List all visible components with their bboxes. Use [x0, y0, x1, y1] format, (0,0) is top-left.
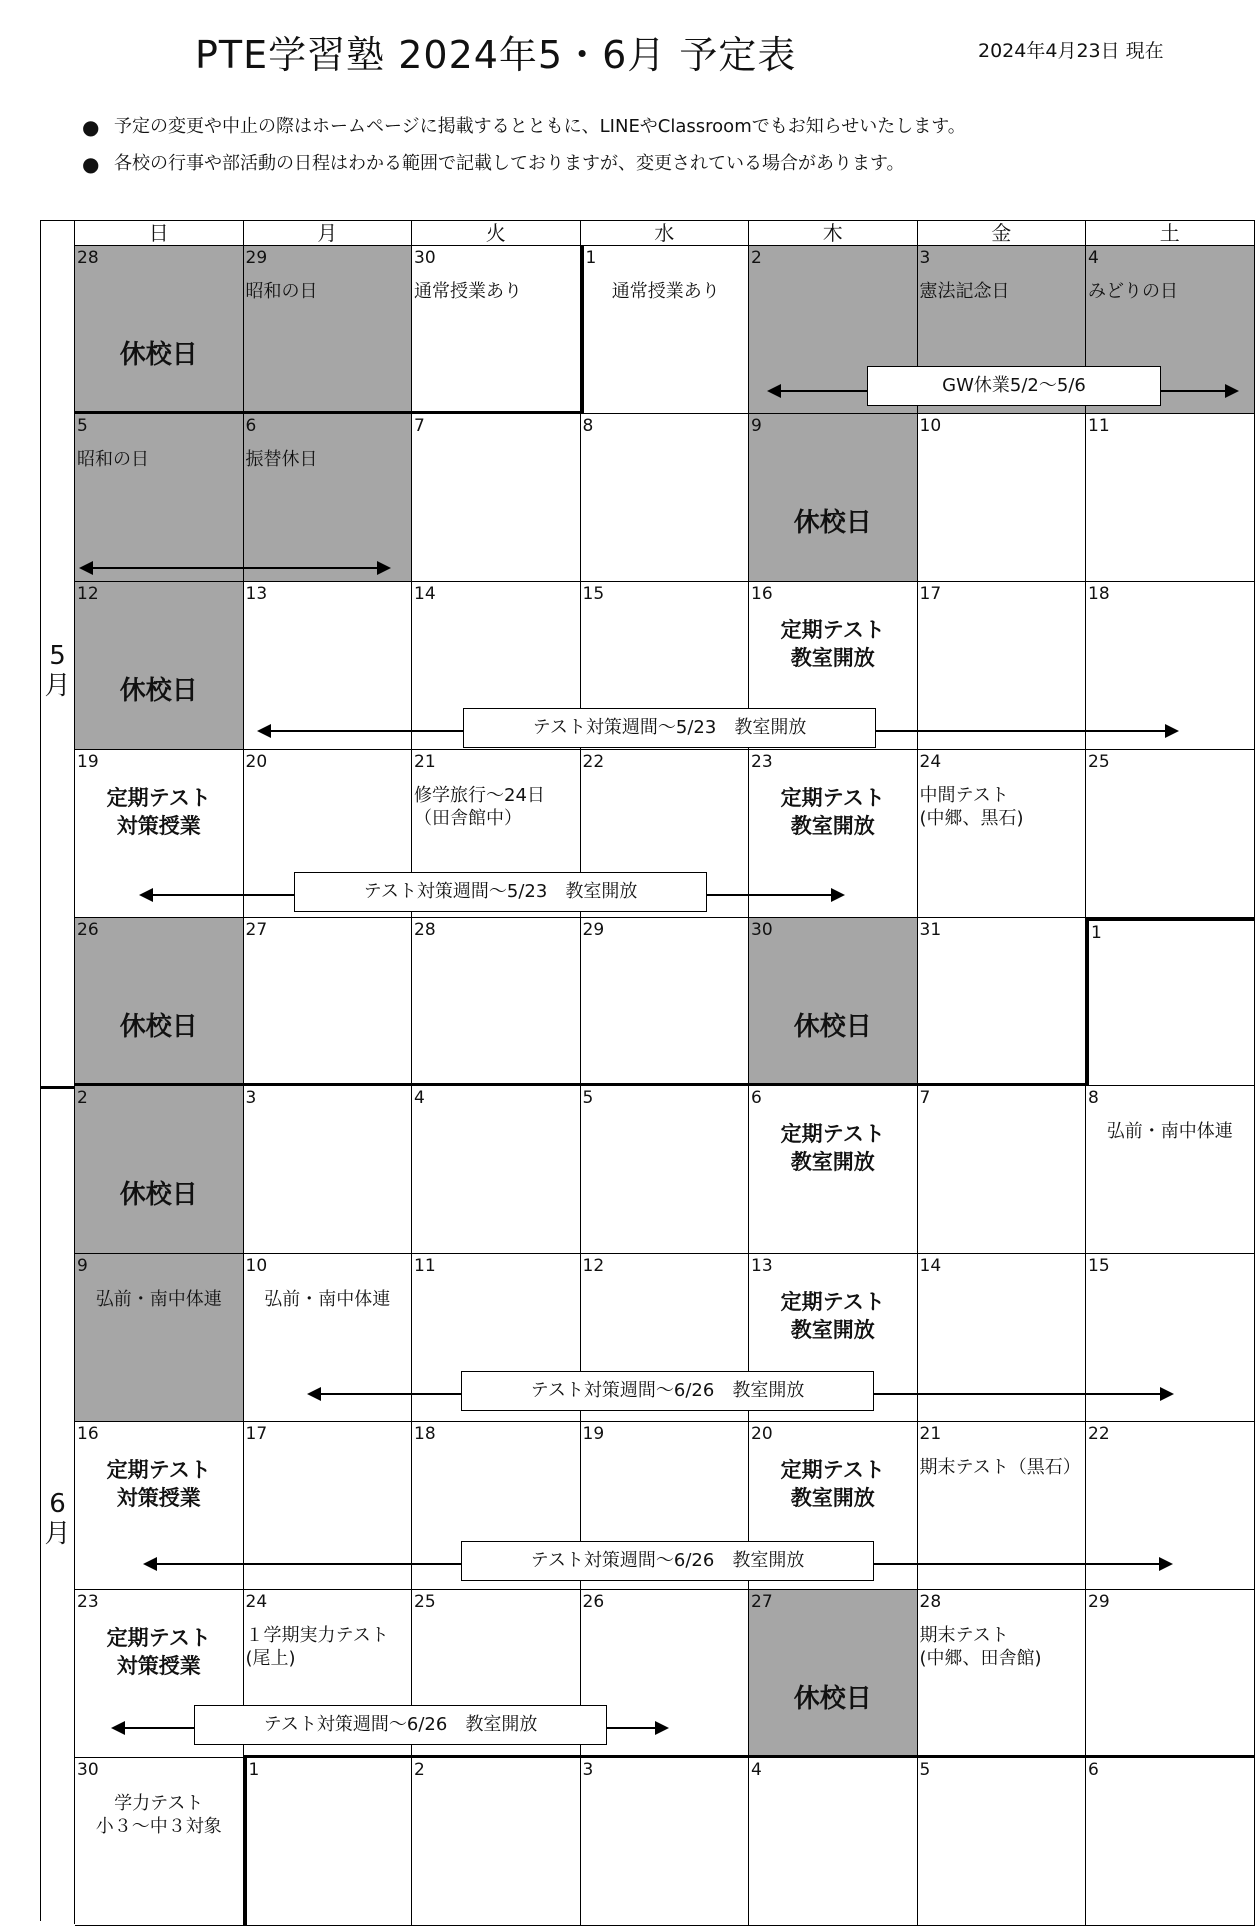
day-number: 29 [245, 248, 268, 268]
day-cell [749, 1758, 918, 1926]
event-note: みどりの日 [1088, 281, 1178, 302]
event-label: 定期テスト 対策授業 [106, 1626, 211, 1678]
day-number: 28 [77, 248, 99, 268]
day-number: 21 [919, 1424, 942, 1444]
arrow-left-icon [111, 1721, 125, 1735]
day-number: 13 [245, 584, 268, 604]
event-note: 通常授業あり [611, 281, 720, 302]
day-cell [412, 246, 581, 414]
closed-day-label: 休校日 [793, 1684, 872, 1714]
arrow-left-icon [767, 384, 781, 398]
event-label: 定期テスト 対策授業 [106, 1458, 211, 1510]
day-number: 17 [245, 1424, 268, 1444]
bullet-icon: ● [82, 152, 100, 176]
event-note: １学期実力テスト (尾上) [245, 1625, 389, 1669]
day-number: 14 [414, 584, 436, 604]
day-cell [1086, 1590, 1255, 1758]
gw-banner: GW休業5/2～5/6 [867, 366, 1161, 406]
day-cell [244, 246, 413, 414]
arrow-left-icon [143, 1557, 157, 1571]
day-number: 3 [919, 248, 931, 268]
day-number: 8 [1088, 1088, 1099, 1108]
day-number: 20 [245, 752, 268, 772]
day-number: 24 [919, 752, 942, 772]
day-number: 20 [751, 1424, 773, 1444]
day-number: 14 [919, 1256, 942, 1276]
day-number: 15 [1088, 1256, 1110, 1276]
day-number: 3 [245, 1088, 257, 1108]
day-number: 30 [751, 920, 773, 940]
arrow-left-icon [139, 888, 153, 902]
day-number: 1 [585, 248, 597, 268]
arrow-right-icon [377, 561, 391, 575]
event-note: 憲法記念日 [919, 281, 1010, 302]
day-number: 7 [919, 1088, 931, 1108]
day-number: 2 [414, 1760, 425, 1780]
arrow-right-icon [1159, 1557, 1173, 1571]
day-cell [75, 1758, 244, 1926]
day-cell [75, 414, 244, 582]
day-number: 10 [919, 416, 942, 436]
test-week-banner: テスト対策週間～5/23 教室開放 [463, 708, 876, 748]
day-cell [918, 750, 1087, 918]
closed-day-label: 休校日 [119, 676, 198, 706]
day-cell [1086, 1758, 1255, 1926]
event-note: 修学旅行～24日 （田舎館中） [414, 785, 545, 829]
day-number: 29 [582, 920, 605, 940]
month-column-june [41, 1086, 75, 1924]
weekday-header: 月 [244, 221, 413, 246]
day-number: 12 [77, 584, 99, 604]
day-cell [412, 414, 581, 582]
day-number: 19 [582, 1424, 605, 1444]
day-number: 9 [77, 1256, 88, 1276]
event-label: 定期テスト 教室開放 [780, 1122, 885, 1174]
event-label: 定期テスト 教室開放 [780, 786, 885, 838]
event-note: 弘前・南中体連 [264, 1289, 391, 1310]
day-number: 6 [751, 1088, 762, 1108]
day-cell [1086, 918, 1255, 1086]
arrow-right-icon [1160, 1387, 1174, 1401]
day-number: 3 [582, 1760, 594, 1780]
day-cell [581, 414, 750, 582]
notes [82, 112, 966, 186]
day-cell [75, 750, 244, 918]
day-number: 9 [751, 416, 762, 436]
day-cell [75, 918, 244, 1086]
note-item [82, 112, 966, 149]
day-cell [244, 918, 413, 1086]
day-number: 23 [77, 1592, 99, 1612]
arrow-right-icon [655, 1721, 669, 1735]
day-cell [75, 1086, 244, 1254]
day-number: 26 [582, 1592, 605, 1612]
day-number: 6 [1088, 1760, 1099, 1780]
day-number: 13 [751, 1256, 773, 1276]
event-note: 弘前・南中体連 [1106, 1121, 1233, 1142]
day-number: 26 [77, 920, 99, 940]
day-number: 4 [751, 1760, 762, 1780]
note-text: 各校の行事や部活動の日程はわかる範囲で記載しておりますが、変更されている場合があります。 [114, 153, 905, 174]
day-number: 22 [582, 752, 605, 772]
day-cell [1086, 750, 1255, 918]
closed-day-label: 休校日 [119, 1180, 198, 1210]
event-note: 中間テスト (中郷、黒石) [919, 785, 1024, 829]
day-cell [581, 1086, 750, 1254]
day-cell [412, 1086, 581, 1254]
day-number: 5 [77, 416, 88, 436]
day-number: 15 [582, 584, 605, 604]
note-item [82, 149, 966, 186]
event-label: 定期テスト 対策授業 [106, 786, 211, 838]
weekday-header: 水 [581, 221, 750, 246]
event-note: 昭和の日 [245, 281, 318, 302]
page-title: PTE学習塾 2024年5・6月 予定表 [195, 33, 797, 77]
weekday-header: 木 [749, 221, 918, 246]
day-number: 30 [77, 1760, 99, 1780]
day-cell [75, 246, 244, 414]
day-number: 21 [414, 752, 436, 772]
day-cell [1086, 414, 1255, 582]
weekday-header: 日 [75, 221, 244, 246]
day-cell [918, 1590, 1087, 1758]
event-note: 期末テスト（黒石） [919, 1457, 1081, 1478]
arrow-right-icon [1165, 724, 1179, 738]
day-cell [244, 1758, 413, 1926]
day-cell [75, 1254, 244, 1422]
test-week-banner: テスト対策週間～6/26 教室開放 [461, 1371, 874, 1411]
day-cell [412, 918, 581, 1086]
day-cell [244, 1254, 413, 1422]
day-number: 28 [919, 1592, 942, 1612]
day-number: 6 [245, 416, 257, 436]
day-number: 8 [582, 416, 594, 436]
day-cell [749, 1086, 918, 1254]
closed-day-label: 休校日 [119, 340, 198, 370]
day-number: 4 [1088, 248, 1099, 268]
day-number: 11 [1088, 416, 1110, 436]
event-note: 通常授業あり [414, 281, 522, 302]
day-cell [1086, 1086, 1255, 1254]
month-label-may: 5月 [44, 641, 71, 701]
event-label: 定期テスト 教室開放 [780, 1458, 885, 1510]
month-column-may [41, 221, 75, 1086]
day-cell [918, 414, 1087, 582]
bullet-icon: ● [82, 115, 100, 139]
event-note: 学力テスト 小３～中３対象 [95, 1793, 222, 1837]
day-number: 30 [414, 248, 436, 268]
event-label: 定期テスト 教室開放 [780, 618, 885, 670]
arrow-left-icon [79, 561, 93, 575]
day-cell [581, 1758, 750, 1926]
as-of-date: 2024年4月23日 現在 [978, 40, 1164, 62]
closed-day-label: 休校日 [793, 1012, 872, 1042]
arrow-left-icon [257, 724, 271, 738]
day-number: 28 [414, 920, 436, 940]
day-cell [749, 414, 918, 582]
day-number: 31 [919, 920, 942, 940]
day-number: 10 [245, 1256, 268, 1276]
day-number: 2 [751, 248, 762, 268]
day-cell [581, 918, 750, 1086]
day-number: 19 [77, 752, 99, 772]
day-number: 1 [1091, 923, 1102, 943]
day-number: 22 [1088, 1424, 1110, 1444]
holiday-arrow [81, 567, 389, 569]
closed-day-label: 休校日 [119, 1012, 198, 1042]
day-number: 18 [414, 1424, 436, 1444]
day-number: 25 [1088, 752, 1110, 772]
day-cell [244, 414, 413, 582]
day-number: 7 [414, 416, 425, 436]
day-number: 25 [414, 1592, 436, 1612]
event-label: 定期テスト 教室開放 [780, 1290, 885, 1342]
day-cell [918, 582, 1087, 750]
day-number: 24 [245, 1592, 268, 1612]
day-number: 23 [751, 752, 773, 772]
arrow-left-icon [307, 1387, 321, 1401]
day-number: 11 [414, 1256, 436, 1276]
day-number: 27 [245, 920, 268, 940]
arrow-right-icon [1225, 384, 1239, 398]
day-number: 18 [1088, 584, 1110, 604]
note-text: 予定の変更や中止の際はホームページに掲載するとともに、LINEやClassroomでもお知らせいたします。 [114, 116, 966, 137]
day-cell [918, 1086, 1087, 1254]
test-week-banner: テスト対策週間～6/26 教室開放 [461, 1541, 874, 1581]
calendar-grid [40, 220, 1255, 1921]
day-cell [412, 1758, 581, 1926]
weekday-header: 金 [918, 221, 1087, 246]
day-number: 5 [582, 1088, 594, 1108]
day-number: 1 [248, 1760, 260, 1780]
weekday-header: 土 [1086, 221, 1255, 246]
day-number: 5 [919, 1760, 931, 1780]
day-cell [244, 1086, 413, 1254]
day-cell [918, 1254, 1087, 1422]
day-number: 27 [751, 1592, 773, 1612]
day-number: 17 [919, 584, 942, 604]
day-cell [581, 246, 750, 414]
day-number: 12 [582, 1256, 605, 1276]
day-number: 2 [77, 1088, 88, 1108]
day-number: 16 [751, 584, 773, 604]
month-label-june: 6月 [44, 1489, 71, 1549]
day-number: 4 [414, 1088, 425, 1108]
day-cell [75, 582, 244, 750]
test-week-banner: テスト対策週間～5/23 教室開放 [294, 872, 707, 912]
event-note: 振替休日 [245, 449, 318, 470]
event-note: 弘前・南中体連 [95, 1289, 222, 1310]
arrow-right-icon [831, 888, 845, 902]
day-cell [749, 1590, 918, 1758]
weekday-header: 火 [412, 221, 581, 246]
day-cell [918, 918, 1087, 1086]
test-week-banner: テスト対策週間～6/26 教室開放 [194, 1705, 607, 1745]
closed-day-label: 休校日 [793, 508, 872, 538]
event-note: 昭和の日 [77, 449, 149, 470]
day-cell [749, 918, 918, 1086]
day-cell [918, 1758, 1087, 1926]
day-number: 16 [77, 1424, 99, 1444]
event-note: 期末テスト (中郷、田舎館) [919, 1625, 1042, 1669]
day-number: 29 [1088, 1592, 1110, 1612]
